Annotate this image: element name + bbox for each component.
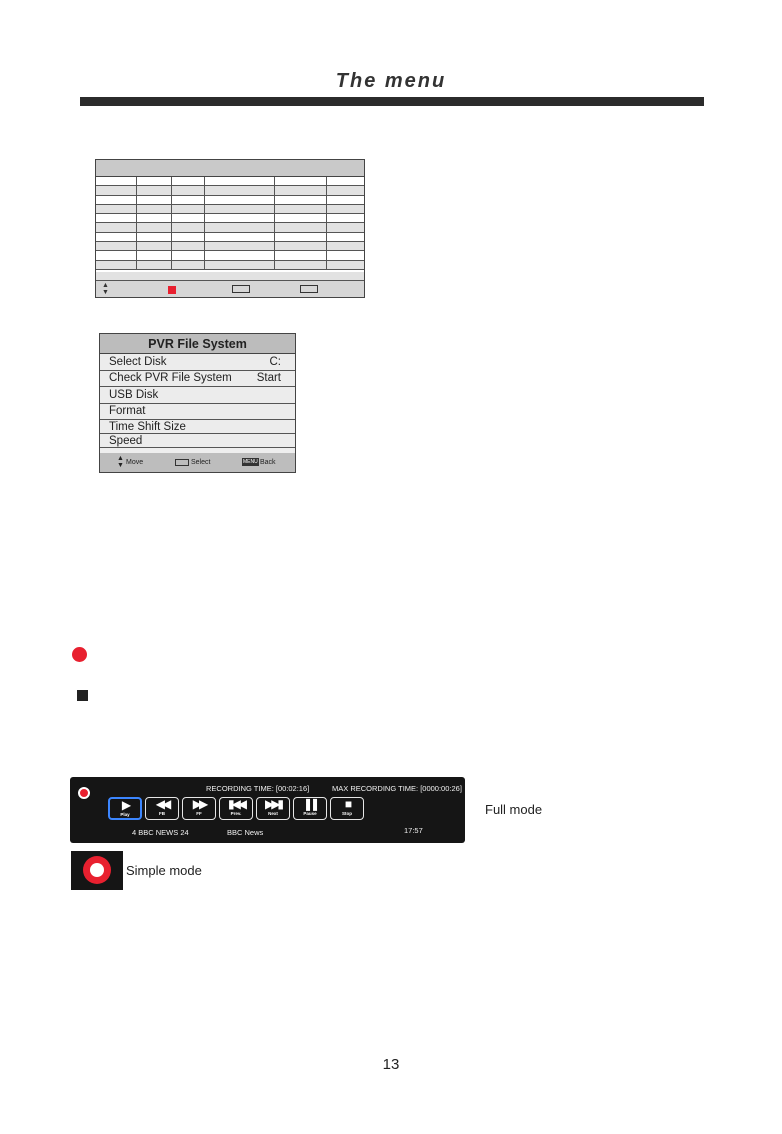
page-number: 13 <box>382 1056 400 1073</box>
simple-mode-label: Simple mode <box>126 863 202 878</box>
menu-item-check-pvr-file-system[interactable] <box>100 371 295 388</box>
menu-key-icon: MENU <box>243 459 258 465</box>
menu-item-label: Speed <box>109 434 143 447</box>
move-hint: Move <box>126 459 144 466</box>
stop-icon <box>77 690 88 701</box>
fast-forward-icon: ▶▶ <box>192 797 206 811</box>
fast-backward-label: FB <box>159 811 165 816</box>
next-button[interactable] <box>256 797 290 820</box>
fast-forward-label: FF <box>196 811 202 816</box>
up-down-arrow-icon: ▲ ▼ <box>102 282 109 296</box>
previous-label: Prev. <box>230 811 242 816</box>
play-icon: ▶ <box>121 798 129 812</box>
table-row <box>96 214 364 223</box>
stop-button[interactable] <box>330 797 364 820</box>
menu-item-select-disk[interactable] <box>100 354 295 371</box>
menu-item-value: C: <box>269 355 281 368</box>
table-row <box>96 196 364 205</box>
table-row <box>96 242 364 251</box>
program-name: BBC News <box>227 828 264 837</box>
pause-icon: ❚❚ <box>302 797 318 811</box>
table-row <box>96 205 364 214</box>
fast-backward-button[interactable] <box>145 797 179 820</box>
table-row <box>96 233 364 242</box>
record-ring <box>83 856 111 884</box>
simple-mode-record-icon <box>71 851 123 890</box>
full-mode-label: Full mode <box>485 802 543 817</box>
stop-label: Stop <box>342 811 352 816</box>
menu-item-usb-disk[interactable] <box>100 387 295 404</box>
next-icon: ▶▶▮ <box>264 797 282 811</box>
schedule-table <box>95 159 365 298</box>
red-key-icon[interactable] <box>168 286 176 294</box>
menu-item-speed[interactable] <box>100 434 295 448</box>
record-icon <box>72 647 87 662</box>
menu-item-label: Select Disk <box>109 355 167 368</box>
clock: 17:57 <box>404 826 423 835</box>
channel-name: 4 BBC NEWS 24 <box>132 828 189 837</box>
key-button-1[interactable] <box>232 285 250 293</box>
menu-item-label: Time Shift Size <box>109 421 186 433</box>
table-row <box>96 261 364 270</box>
menu-item-label: USB Disk <box>109 388 159 401</box>
select-key-icon <box>175 459 189 466</box>
schedule-table-header <box>96 160 364 177</box>
record-dot <box>90 863 104 877</box>
table-row <box>96 186 364 195</box>
play-label: Play <box>120 812 130 817</box>
schedule-table-blank-row <box>96 272 364 281</box>
play-button[interactable] <box>108 797 142 820</box>
pause-label: Pause <box>303 811 317 816</box>
recording-bar-full-mode <box>70 777 465 843</box>
pvr-file-system-menu <box>99 333 296 473</box>
fast-backward-icon: ◀◀ <box>155 797 169 811</box>
table-row <box>96 251 364 260</box>
back-hint: Back <box>260 459 276 466</box>
menu-item-time-shift-size[interactable] <box>100 420 295 434</box>
fast-forward-button[interactable] <box>182 797 216 820</box>
max-recording-time: MAX RECORDING TIME: [0000:00:26] <box>332 784 462 793</box>
pvr-menu-title: PVR File System <box>100 334 295 354</box>
pause-button[interactable] <box>293 797 327 820</box>
next-label: Next <box>268 811 278 816</box>
pvr-menu-footer <box>100 453 295 472</box>
up-down-arrow-icon: ▲ ▼ <box>117 455 124 469</box>
recording-time: RECORDING TIME: [00:02:16] <box>206 784 310 793</box>
select-hint: Select <box>191 459 211 466</box>
menu-item-label: Format <box>109 405 146 418</box>
menu-item-format[interactable] <box>100 404 295 421</box>
table-row <box>96 177 364 186</box>
menu-item-value: Start <box>256 372 281 385</box>
menu-item-label: Check PVR File System <box>109 372 232 385</box>
previous-icon: ▮◀◀ <box>227 797 245 811</box>
schedule-table-grid <box>96 177 364 270</box>
stop-icon: ■ <box>344 797 350 811</box>
title-rule <box>80 97 704 106</box>
previous-button[interactable] <box>219 797 253 820</box>
key-button-2[interactable] <box>300 285 318 293</box>
schedule-table-footer <box>96 281 364 297</box>
table-row <box>96 223 364 232</box>
page-title: The menu <box>335 70 447 92</box>
record-indicator-icon <box>78 787 90 799</box>
